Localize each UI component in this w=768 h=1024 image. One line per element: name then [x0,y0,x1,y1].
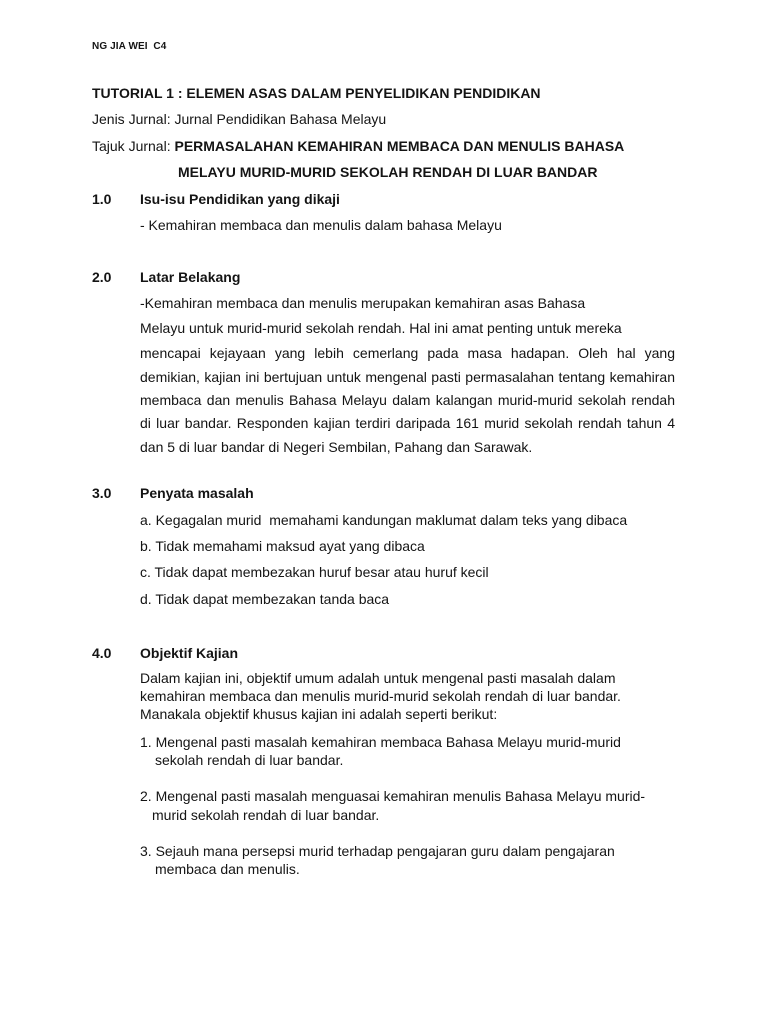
section-number: 2.0 [92,269,112,285]
objective-item-1-line-2: sekolah rendah di luar bandar. [155,752,344,768]
journal-type-value: Jurnal Pendidikan Bahasa Melayu [174,111,387,127]
journal-title-line-2: MELAYU MURID-MURID SEKOLAH RENDAH DI LUAR BANDAR [178,164,598,180]
problem-item: c. Tidak dapat membezakan huruf besar atau huruf kecil [140,564,489,580]
objective-item-3-line-2: membaca dan menulis. [155,861,300,877]
objective-item-2-line-1: 2. Mengenal pasti masalah menguasai kemahiran menulis Bahasa Melayu murid- [140,788,646,804]
background-text-line: di luar bandar. Responden kajian terdiri daripada 161 murid sekolah rendah tahun 4 [140,415,675,431]
journal-type-row [92,110,386,128]
document-title: TUTORIAL 1 : ELEMEN ASAS DALAM PENYELIDIKAN PENDIDIKAN [92,85,541,101]
section-heading-objectives: Objektif Kajian [140,645,239,661]
author-header: NG JIA WEI C4 [92,41,167,52]
journal-type-label: Jenis Jurnal: [92,111,171,127]
problem-item: b. Tidak memahami maksud ayat yang dibaca [140,538,425,554]
background-text-line: Melayu untuk murid-murid sekolah rendah. Hal ini amat penting untuk mereka [140,320,622,336]
background-text-line: mencapai kejayaan yang lebih cemerlang pada masa hadapan. Oleh hal yang [140,345,675,361]
section-number: 1.0 [92,191,112,207]
objective-item-2-line-2: murid sekolah rendah di luar bandar. [152,807,380,823]
section-number: 4.0 [92,645,112,661]
journal-title-line-1: PERMASALAHAN KEMAHIRAN MEMBACA DAN MENULIS BAHASA [174,138,625,154]
issues-text-line: - Kemahiran membaca dan menulis dalam bahasa Melayu [140,217,502,233]
section-number: 3.0 [92,485,112,501]
section-heading-issues: Isu-isu Pendidikan yang dikaji [140,191,340,207]
objectives-intro-line: Dalam kajian ini, objektif umum adalah untuk mengenal pasti masalah dalam [140,670,616,686]
problem-item: a. Kegagalan murid memahami kandungan maklumat dalam teks yang dibaca [140,512,628,528]
background-text-line: demikian, kajian ini bertujuan untuk mengenal pasti permasalahan tentang kemahiran [140,369,675,385]
objectives-intro-line: kemahiran membaca dan menulis murid-murid sekolah rendah di luar bandar. [140,688,621,704]
problem-item: d. Tidak dapat membezakan tanda baca [140,591,390,607]
section-heading-problem-statement: Penyata masalah [140,485,254,501]
journal-title-label: Tajuk Jurnal: [92,138,171,154]
objective-item-3-line-1: 3. Sejauh mana persepsi murid terhadap pengajaran guru dalam pengajaran [140,843,615,859]
section-heading-background: Latar Belakang [140,269,241,285]
background-text-line: dan 5 di luar bandar di Negeri Sembilan, Pahang dan Sarawak. [140,439,533,455]
journal-title-row [92,137,624,155]
objective-item-1-line-1: 1. Mengenal pasti masalah kemahiran membaca Bahasa Melayu murid-murid [140,734,621,750]
objectives-intro-line: Manakala objektif khusus kajian ini adalah seperti berikut: [140,706,498,722]
background-text-line: membaca dan menulis Bahasa Melayu dalam kalangan murid-murid sekolah rendah [140,392,675,408]
background-text-line: -Kemahiran membaca dan menulis merupakan kemahiran asas Bahasa [140,295,586,311]
